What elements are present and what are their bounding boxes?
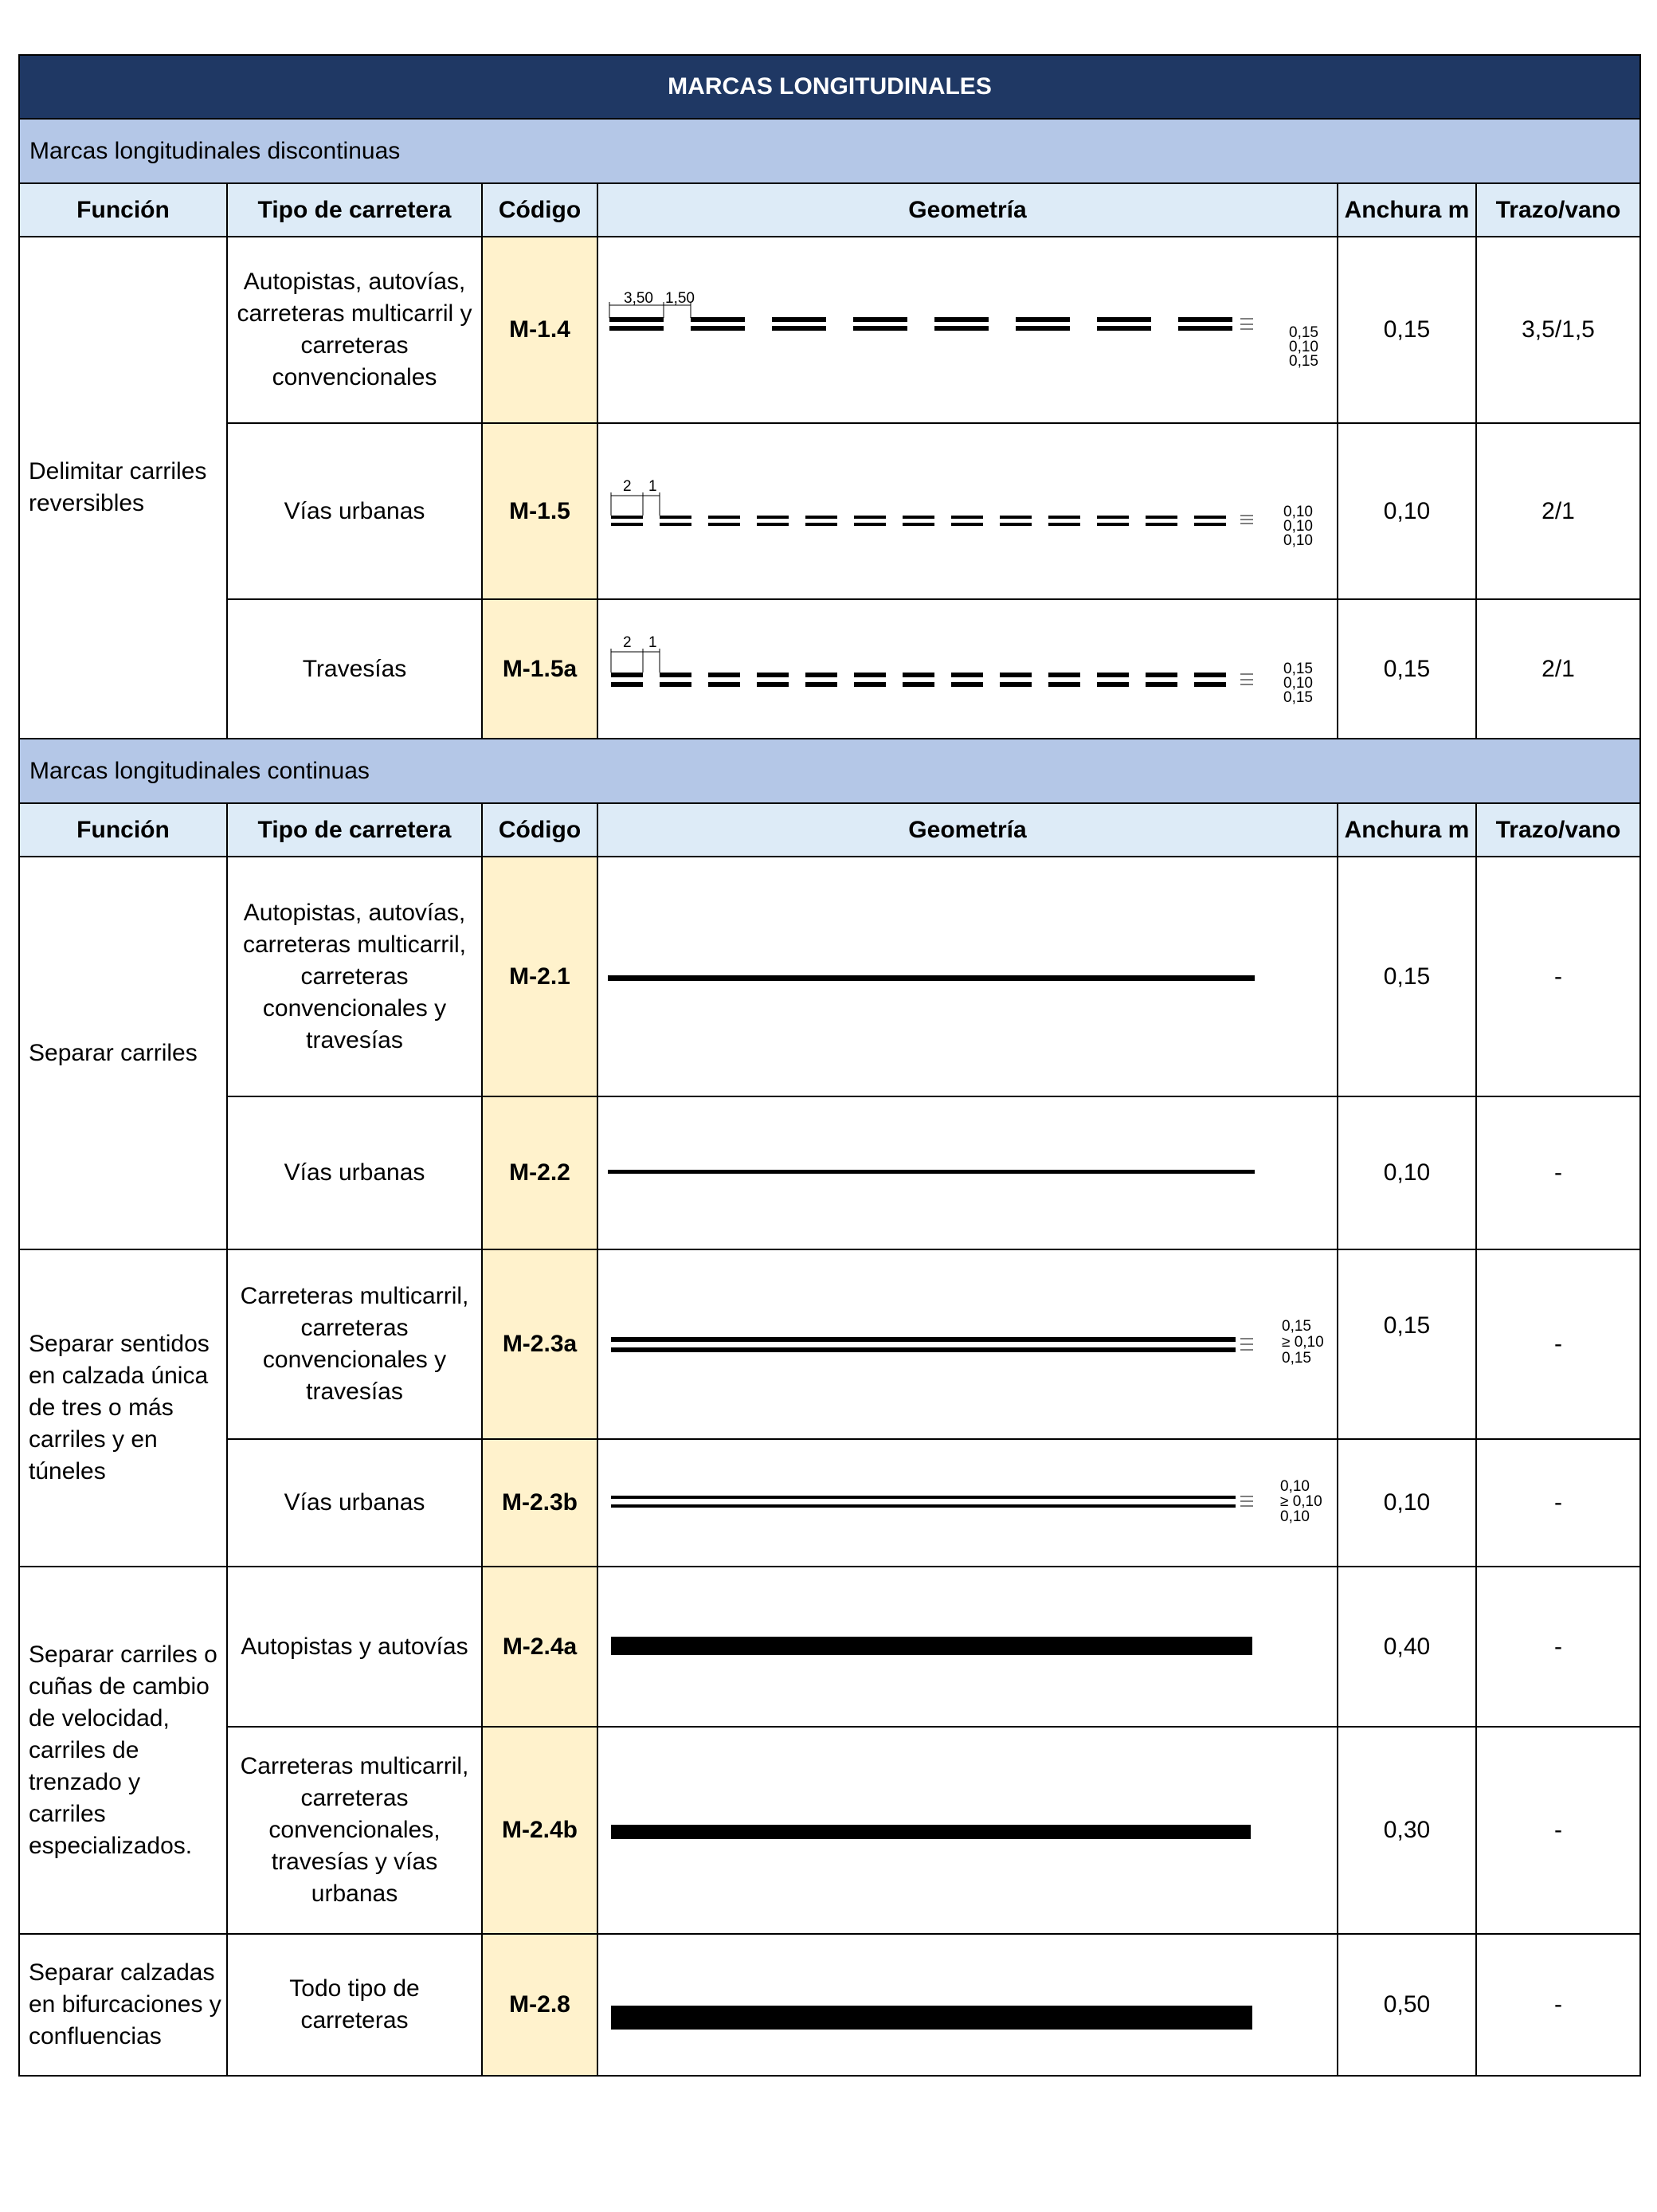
dim-trazo: 2	[623, 634, 632, 651]
continuous-line	[608, 975, 1255, 981]
code-cell: M-2.1	[482, 857, 597, 1096]
stroke-gap-cell: 2/1	[1476, 423, 1640, 599]
header-tipo: Tipo de carretera	[227, 803, 482, 857]
marking-diagram-m24b	[598, 1728, 1337, 1932]
road-type-cell: Carreteras multicarril, carreteras convencionales y travesías	[227, 1249, 482, 1439]
marking-diagram-m15	[598, 425, 1337, 598]
function-cell: Separar sentidos en calzada única de tres o más carriles y en túneles	[19, 1249, 227, 1567]
code-cell: M-1.5a	[482, 599, 597, 739]
geometry-cell	[597, 1934, 1338, 2076]
road-type-cell: Todo tipo de carreteras	[227, 1934, 482, 2076]
dim-side-bottom: 0,10	[1283, 532, 1313, 549]
header-anchura: Anchura m	[1338, 803, 1476, 857]
dim-side-mid: ≥ 0,10	[1280, 1493, 1322, 1510]
continuous-line	[608, 1170, 1255, 1174]
header-geometria: Geometría	[597, 183, 1338, 237]
table-row	[19, 599, 1640, 739]
width-cell: 0,15	[1338, 237, 1476, 423]
width-cell: 0,15	[1338, 599, 1476, 739]
continuous-line	[611, 2006, 1252, 2030]
code-cell: M-2.4a	[482, 1567, 597, 1727]
double-continuous-line	[611, 1337, 1236, 1352]
header-codigo: Código	[482, 803, 597, 857]
dim-side-mid: ≥ 0,10	[1282, 1334, 1324, 1351]
dim-side-bottom: 0,15	[1283, 689, 1313, 706]
table-row	[19, 1727, 1640, 1934]
dimension-lines	[611, 492, 1253, 524]
function-cell: Separar carriles	[19, 857, 227, 1249]
table-row	[19, 1439, 1640, 1567]
dim-side-top: 0,15	[1282, 1318, 1311, 1335]
dimension-lines	[611, 649, 1253, 684]
function-cell: Separar carriles o cuñas de cambio de velocidad, carriles de trenzado y carriles especializados.	[19, 1567, 227, 1934]
stroke-gap-cell: -	[1476, 1567, 1640, 1727]
road-type-cell: Autopistas, autovías, carreteras multicarril, carreteras convencionales y travesías	[227, 857, 482, 1096]
marking-diagram-m23b	[598, 1441, 1337, 1565]
stroke-gap-cell: 3,5/1,5	[1476, 237, 1640, 423]
marking-diagram-m21	[598, 858, 1337, 1095]
dim-side-mid: 0,10	[1283, 518, 1313, 535]
width-cell: 0,40	[1338, 1567, 1476, 1727]
double-continuous-line	[611, 1496, 1236, 1508]
stroke-gap-cell: -	[1476, 1249, 1640, 1439]
stroke-gap-cell: -	[1476, 1096, 1640, 1249]
dim-side-mid: 0,10	[1289, 339, 1318, 355]
width-cell: 0,10	[1338, 423, 1476, 599]
code-cell: M-2.8	[482, 1934, 597, 2076]
geometry-cell	[597, 1249, 1338, 1439]
geometry-cell	[597, 1727, 1338, 1934]
code-cell: M-2.4b	[482, 1727, 597, 1934]
table-row	[19, 1934, 1640, 2076]
table-row	[19, 237, 1640, 423]
dim-side-top: 0,15	[1289, 324, 1318, 341]
header-geometria: Geometría	[597, 803, 1338, 857]
dim-side-bottom: 0,15	[1289, 353, 1318, 370]
dim-trazo: 2	[623, 478, 632, 495]
header-trazo: Trazo/vano	[1476, 183, 1640, 237]
road-type-cell: Autopistas, autovías, carreteras multicarril y carreteras convencionales	[227, 237, 482, 423]
double-dashed-line	[609, 317, 1232, 331]
road-type-cell: Vías urbanas	[227, 1096, 482, 1249]
function-cell: Delimitar carriles reversibles	[19, 237, 227, 739]
continuous-line	[611, 1637, 1252, 1655]
table-title: MARCAS LONGITUDINALES	[19, 55, 1640, 119]
marking-diagram-m24a	[598, 1568, 1337, 1725]
road-type-cell: Autopistas y autovías	[227, 1567, 482, 1727]
function-cell: Separar calzadas en bifurcaciones y confluencias	[19, 1934, 227, 2076]
geometry-cell	[597, 857, 1338, 1096]
stroke-gap-cell: 2/1	[1476, 599, 1640, 739]
header-funcion: Función	[19, 183, 227, 237]
header-codigo: Código	[482, 183, 597, 237]
table-row	[19, 1567, 1640, 1727]
geometry-cell	[597, 237, 1338, 423]
double-dashed-line	[611, 673, 1226, 687]
width-cell: 0,10	[1338, 1439, 1476, 1567]
width-cell: 0,15	[1338, 857, 1476, 1096]
header-funcion: Función	[19, 803, 227, 857]
width-cell: 0,30	[1338, 1727, 1476, 1934]
dimension-lines	[609, 302, 1253, 329]
stroke-gap-cell: -	[1476, 1934, 1640, 2076]
marking-diagram-m28	[598, 1936, 1337, 2074]
code-cell: M-1.4	[482, 237, 597, 423]
header-trazo: Trazo/vano	[1476, 803, 1640, 857]
dimension-lines	[1240, 1339, 1253, 1350]
marking-diagram-m23a	[598, 1251, 1337, 1437]
dim-vano: 1,50	[665, 290, 695, 307]
dim-vano: 1	[648, 634, 657, 651]
table-row	[19, 1096, 1640, 1249]
road-type-cell: Travesías	[227, 599, 482, 739]
stroke-gap-cell: -	[1476, 1439, 1640, 1567]
table-row	[19, 857, 1640, 1096]
table-row	[19, 423, 1640, 599]
continuous-line	[611, 1825, 1251, 1839]
geometry-cell	[597, 1439, 1338, 1567]
geometry-cell	[597, 423, 1338, 599]
double-dashed-line	[611, 516, 1226, 526]
width-cell: 0,10	[1338, 1096, 1476, 1249]
dim-side-top: 0,15	[1283, 661, 1313, 677]
dim-vano: 1	[648, 478, 657, 495]
code-cell: M-2.3b	[482, 1439, 597, 1567]
stroke-gap-cell: -	[1476, 1727, 1640, 1934]
code-cell: M-1.5	[482, 423, 597, 599]
road-markings-table	[18, 54, 1641, 2077]
header-tipo: Tipo de carretera	[227, 183, 482, 237]
marking-diagram-m14	[598, 238, 1337, 422]
road-type-cell: Carreteras multicarril, carreteras convencionales, travesías y vías urbanas	[227, 1727, 482, 1934]
dim-side-top: 0,10	[1280, 1478, 1310, 1495]
geometry-cell	[597, 1567, 1338, 1727]
width-cell: 0,50	[1338, 1934, 1476, 2076]
marking-diagram-m15a	[598, 601, 1337, 737]
code-cell: M-2.2	[482, 1096, 597, 1249]
road-type-cell: Vías urbanas	[227, 1439, 482, 1567]
marking-diagram-m22	[598, 1098, 1337, 1248]
code-cell: M-2.3a	[482, 1249, 597, 1439]
road-type-cell: Vías urbanas	[227, 423, 482, 599]
geometry-cell	[597, 1096, 1338, 1249]
dim-side-mid: 0,10	[1283, 675, 1313, 692]
width-cell: 0,15	[1338, 1249, 1476, 1439]
dim-side-top: 0,10	[1283, 504, 1313, 520]
header-anchura: Anchura m	[1338, 183, 1476, 237]
stroke-gap-cell: -	[1476, 857, 1640, 1096]
geometry-cell	[597, 599, 1338, 739]
section-title-discontinuas: Marcas longitudinales discontinuas	[19, 119, 1640, 183]
dimension-lines	[1240, 1496, 1253, 1506]
dim-trazo: 3,50	[624, 290, 653, 307]
dim-side-bottom: 0,15	[1282, 1350, 1311, 1367]
table-row	[19, 1249, 1640, 1439]
dim-side-bottom: 0,10	[1280, 1508, 1310, 1525]
section-title-continuas: Marcas longitudinales continuas	[19, 739, 1640, 803]
